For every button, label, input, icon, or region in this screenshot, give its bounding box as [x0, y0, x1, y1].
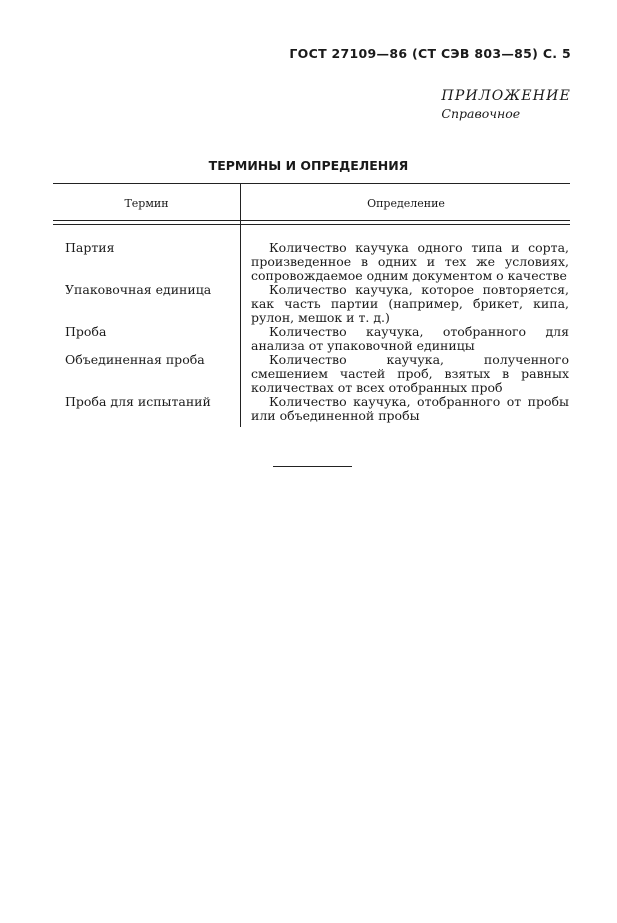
term-cell: Проба для испытаний [65, 394, 211, 409]
term-cell: Проба [65, 324, 107, 339]
definition-cell: Количество каучука, отобранного для анализа от упаковочной единицы [251, 324, 569, 353]
table-column-divider [240, 183, 241, 427]
header-term: Термин [124, 197, 169, 210]
appendix-subtitle: Справочное [441, 106, 521, 121]
definition-cell: Количество каучука одного типа и сорта, произведенное в одних и тех же условиях, сопровождаемое одним документом о качестве [251, 240, 569, 283]
table-header-rule [53, 220, 570, 221]
definition-cell: Количество каучука, полученного смешением частей проб, взятых в равных количествах от всех отобранных проб [251, 352, 569, 395]
term-cell: Упаковочная единица [65, 282, 212, 297]
definition-cell: Количество каучука, отобранного от пробы или объединенной пробы [251, 394, 569, 423]
table-header-rule-double [53, 224, 570, 225]
table-top-rule [53, 183, 570, 184]
definition-cell: Количество каучука, которое повторяется, как часть партии (например, брикет, кипа, рулон, мешок и т. д.) [251, 282, 569, 325]
appendix-block [441, 88, 571, 121]
appendix-title: ПРИЛОЖЕНИЕ [441, 88, 571, 104]
standard-header: ГОСТ 27109—86 (СТ СЭВ 803—85) С. 5 [289, 46, 571, 61]
header-definition: Определение [367, 197, 445, 210]
end-rule [273, 466, 352, 467]
term-cell: Партия [65, 240, 115, 255]
term-cell: Объединенная проба [65, 352, 205, 367]
terms-table [53, 183, 570, 427]
section-title: ТЕРМИНЫ И ОПРЕДЕЛЕНИЯ [208, 158, 409, 173]
